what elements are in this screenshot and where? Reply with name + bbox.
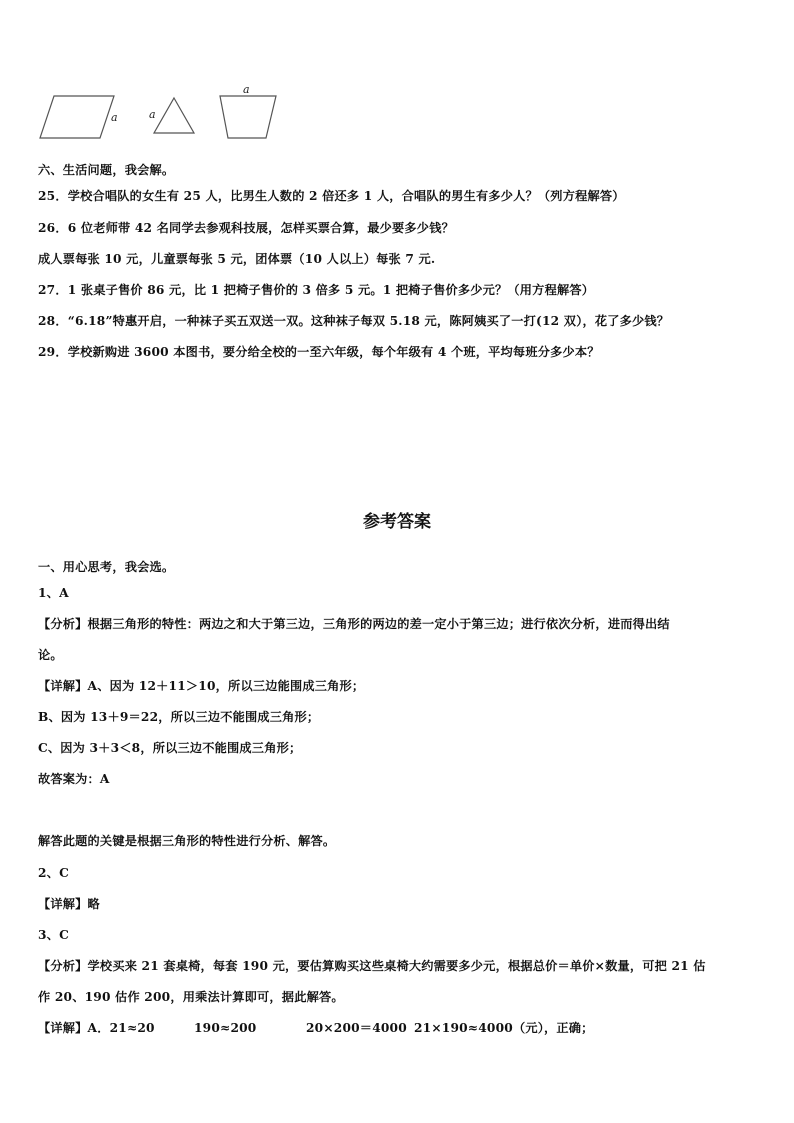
- answers-section-heading: 一、用心思考，我会选。: [38, 560, 175, 574]
- answers-title: 参考答案: [363, 512, 431, 532]
- question-26-prices: 成人票每张 10 元，儿童票每张 5 元，团体票（10 人以上）每张 7 元.: [38, 252, 436, 266]
- answer-3-detail-part-3: 20×200＝4000: [306, 1021, 407, 1035]
- answer-1-detail-a: 【详解】A、因为 12＋11＞10，所以三边能围成三角形；: [38, 679, 365, 693]
- answer-1-number: 1、A: [38, 586, 69, 600]
- answer-1-analysis-cont: 论。: [38, 648, 63, 662]
- trapezoid-top-label: a: [243, 83, 250, 96]
- question-29: 29．学校新购进 3600 本图书，要分给全校的一至六年级，每个年级有 4 个班，平均每班分多少本？: [38, 345, 600, 359]
- answer-1-key-point: 解答此题的关键是根据三角形的特性进行分析、解答。: [38, 834, 336, 848]
- answer-2-number: 2、C: [38, 866, 69, 880]
- question-28: 28．“6.18”特惠开启，一种袜子买五双送一双。这种袜子每双 5.18 元，陈阿姨买了一打(12 双），花了多少钱？: [38, 314, 670, 328]
- answer-1-analysis: 【分析】根据三角形的特性：两边之和大于第三边，三角形的两边的差一定小于第三边；进行依次分析，进而得出结: [38, 617, 670, 631]
- answer-3-detail-part-1: 【详解】A．21≈20: [38, 1021, 155, 1035]
- question-25: 25．学校合唱队的女生有 25 人，比男生人数的 2 倍还多 1 人，合唱队的男生有多少人？（列方程解答）: [38, 189, 625, 203]
- parallelogram-shape: [40, 96, 114, 138]
- section-heading: 六、生活问题，我会解。: [38, 163, 175, 177]
- question-27: 27．1 张桌子售价 86 元，比 1 把椅子售价的 3 倍多 5 元。1 把椅子售价多少元？（用方程解答）: [38, 283, 595, 297]
- answer-3-detail: [38, 1019, 594, 1036]
- geometry-figures: [38, 84, 288, 146]
- answer-1-detail-b: B、因为 13＋9＝22，所以三边不能围成三角形；: [38, 710, 320, 724]
- figures-svg: [38, 84, 288, 146]
- triangle-shape: [154, 98, 194, 133]
- answer-3-number: 3、C: [38, 928, 69, 942]
- question-26: 26．6 位老师带 42 名同学去参观科技展，怎样买票合算，最少要多少钱？: [38, 221, 454, 235]
- parallelogram-side-label: a: [111, 111, 118, 124]
- answer-1-detail-c: C、因为 3＋3＜8，所以三边不能围成三角形；: [38, 741, 302, 755]
- answer-3-analysis: 【分析】学校买来 21 套桌椅，每套 190 元，要估算购买这些桌椅大约需要多少元，根据总价＝单价×数量，可把 21 估: [38, 959, 706, 973]
- answer-3-detail-part-4: 21×190≈4000（元），正确；: [414, 1021, 594, 1035]
- answer-2-detail: 【详解】略: [38, 897, 100, 911]
- trapezoid-shape: [220, 96, 276, 138]
- answer-3-analysis-cont: 作 20、190 估作 200，用乘法计算即可，据此解答。: [38, 990, 344, 1004]
- triangle-side-label: a: [149, 108, 156, 121]
- answer-3-detail-part-2: 190≈200: [194, 1021, 257, 1035]
- answer-1-final: 故答案为：A: [38, 772, 110, 786]
